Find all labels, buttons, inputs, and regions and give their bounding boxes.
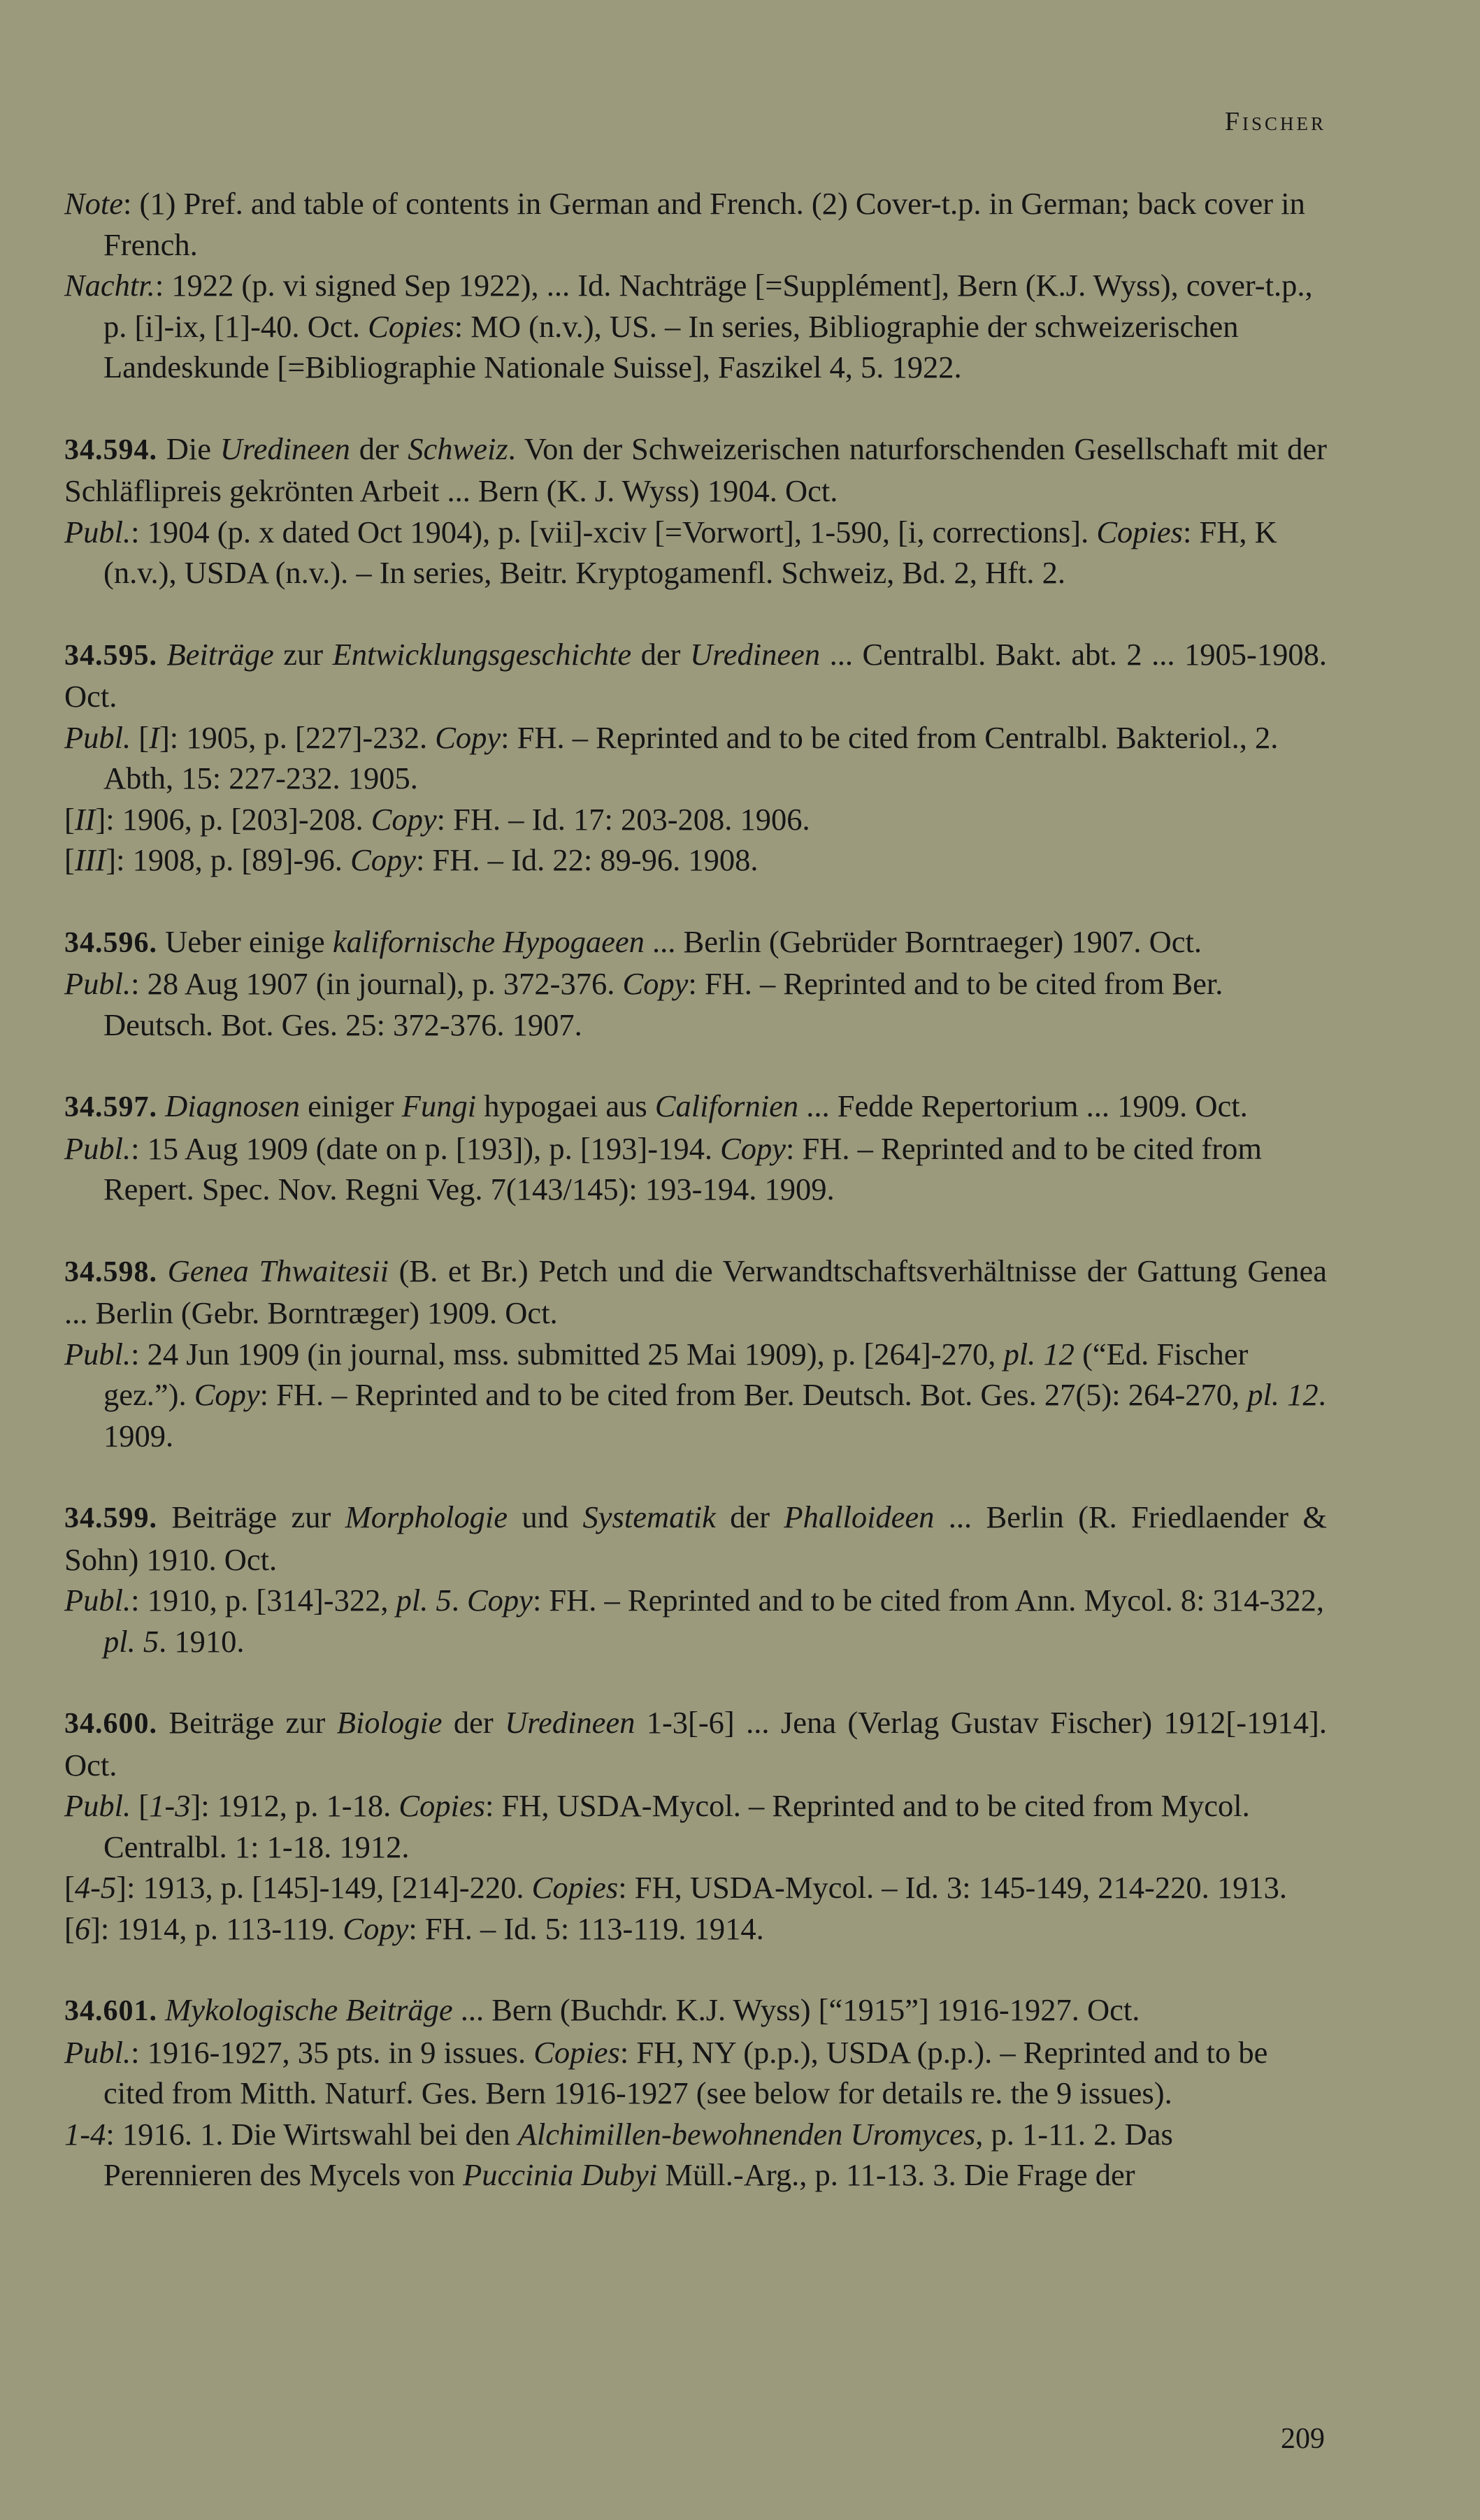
title-italic: Beiträge bbox=[157, 636, 274, 672]
title-text: zur bbox=[273, 636, 333, 672]
title-text: . Von der Schweizerischen naturforschenden Gesellschaft mit der Schläflipreis gekrönten Arbeit ... Bern (K. J. Wyss) 1904. Oct. bbox=[64, 431, 1327, 508]
part-paragraph bbox=[64, 799, 1327, 840]
note-paragraph bbox=[64, 183, 1327, 265]
plate-ref: pl. 12 bbox=[1247, 1377, 1319, 1412]
part-text: Müll.-Arg., p. 11-13. 3. Die Frage der bbox=[657, 2157, 1135, 2192]
title-text: der bbox=[631, 636, 690, 672]
title-text: ... Fedde Repertorium ... 1909. Oct. bbox=[798, 1088, 1248, 1123]
publ-label: Publ. bbox=[64, 1130, 131, 1166]
copy-text: . 1909. bbox=[103, 1377, 1326, 1453]
title-text: (B. et Br.) Petch und die Verwandtschaftsverhältnisse der Gattung Genea ... Berlin (Gebr. Borntræger) 1909. Oct. bbox=[64, 1253, 1328, 1330]
intro-notes bbox=[64, 183, 1327, 388]
title-italic: Mykologische Beiträge bbox=[157, 1992, 453, 2027]
entry-34-600 bbox=[64, 1702, 1327, 1949]
publ-label: Publ. bbox=[64, 1583, 131, 1618]
entry-title bbox=[64, 1251, 1327, 1334]
publ-label: Publ. bbox=[64, 2034, 131, 2070]
publ-paragraph bbox=[64, 2032, 1327, 2114]
part-number: II bbox=[74, 801, 96, 837]
entry-34-599 bbox=[64, 1497, 1327, 1662]
copies-text: : FH, NY (p.p.), USDA (p.p.). – Reprinted and to be cited from Mitth. Naturf. Ges. Bern 1916-1927 (see below for details re. the 9 issues). bbox=[103, 2034, 1268, 2110]
publ-text: ]: 1912, p. 1-18. bbox=[190, 1788, 399, 1823]
part-number: 1-3 bbox=[149, 1788, 191, 1823]
part-bracket: [ bbox=[131, 1788, 150, 1823]
publ-label: Publ. bbox=[64, 719, 131, 755]
copy-text: : FH. – Id. 17: 203-208. 1906. bbox=[436, 801, 810, 837]
title-text: der bbox=[350, 431, 408, 466]
title-text: der bbox=[715, 1499, 784, 1534]
part-bracket: [ bbox=[64, 842, 75, 877]
entry-title bbox=[64, 1086, 1327, 1128]
entry-34-594 bbox=[64, 429, 1327, 593]
publ-paragraph bbox=[64, 717, 1327, 799]
entry-title bbox=[64, 429, 1327, 512]
copies-label: Copies bbox=[531, 1870, 619, 1905]
title-italic: Uredineen bbox=[505, 1705, 635, 1740]
publ-label: Publ. bbox=[64, 1788, 131, 1823]
publ-paragraph bbox=[64, 1128, 1327, 1210]
publ-text: : 1904 (p. x dated Oct 1904), p. [vii]-xciv [=Vorwort], 1-590, [i, corrections]. bbox=[131, 514, 1097, 549]
title-italic: Entwicklungsgeschichte bbox=[332, 636, 632, 672]
note-text: : (1) Pref. and table of contents in German and French. (2) Cover-t.p. in German; back cover in French. bbox=[103, 186, 1305, 262]
nachtr-copies-label: Copies bbox=[368, 308, 454, 344]
title-italic: Uredineen bbox=[220, 431, 350, 466]
copy-label: Copy bbox=[194, 1377, 260, 1412]
title-italic: kalifornische Hypogaeen bbox=[332, 923, 645, 959]
entry-number: 34.595. bbox=[64, 639, 157, 672]
page-number: 209 bbox=[1281, 2423, 1325, 2455]
note-label: Note bbox=[64, 186, 124, 221]
entry-number: 34.598. bbox=[64, 1255, 157, 1288]
entry-title bbox=[64, 921, 1327, 964]
entry-title bbox=[64, 1497, 1327, 1580]
publ-text: ]: 1908, p. [89]-96. bbox=[106, 842, 351, 877]
copies-text: : FH, USDA-Mycol. – Reprinted and to be cited from Mycol. Centralbl. 1: 1-18. 1912. bbox=[103, 1788, 1250, 1864]
publ-paragraph bbox=[64, 963, 1327, 1045]
part-italic: Alchimillen-bewohnenden Uromyces bbox=[517, 2116, 976, 2152]
title-text: Die bbox=[157, 431, 220, 466]
copy-label: Copy bbox=[435, 719, 501, 755]
part-number: 1-4 bbox=[64, 2116, 106, 2152]
title-text: und bbox=[508, 1499, 583, 1534]
copy-text: : FH. – Reprinted and to be cited from Ann. Mycol. 8: 314-322, bbox=[532, 1583, 1325, 1618]
title-italic: Phalloideen bbox=[784, 1499, 935, 1534]
copy-text: : FH. – Reprinted and to be cited from Ber. Deutsch. Bot. Ges. 27(5): 264-270, bbox=[259, 1377, 1248, 1412]
entry-34-596 bbox=[64, 921, 1327, 1046]
entry-34-601 bbox=[64, 1989, 1327, 2196]
part-number: I bbox=[149, 719, 159, 755]
part-number: 4-5 bbox=[74, 1870, 117, 1905]
copy-text: : FH. – Reprinted and to be cited from Repert. Spec. Nov. Regni Veg. 7(143/145): 193-194. 1909. bbox=[103, 1130, 1262, 1207]
part-bracket: [ bbox=[131, 719, 150, 755]
publ-label: Publ. bbox=[64, 966, 131, 1001]
entry-title bbox=[64, 1989, 1327, 2032]
publ-text: ]: 1906, p. [203]-208. bbox=[95, 801, 371, 837]
part-paragraph bbox=[64, 1908, 1327, 1950]
title-italic: Fungi bbox=[401, 1088, 477, 1123]
entry-number: 34.600. bbox=[64, 1708, 157, 1740]
copies-label: Copies bbox=[398, 1788, 485, 1823]
publ-text: : 15 Aug 1909 (date on p. [193]), p. [193]-194. bbox=[131, 1130, 721, 1166]
title-text: hypogaei aus bbox=[476, 1088, 655, 1123]
entry-title bbox=[64, 1702, 1327, 1785]
entry-number: 34.601. bbox=[64, 1995, 157, 2027]
part-paragraph bbox=[64, 2114, 1327, 2196]
title-italic: Morphologie bbox=[345, 1499, 508, 1534]
part-bracket: [ bbox=[64, 1870, 75, 1905]
copy-label: Copy bbox=[343, 1910, 409, 1946]
copies-label: Copies bbox=[1096, 514, 1183, 549]
title-text: 1-3[-6] ... Jena (Verlag Gustav Fischer) 1912[-1914]. Oct. bbox=[64, 1705, 1327, 1783]
part-italic: Puccinia Dubyi bbox=[463, 2157, 658, 2192]
nachtr-text: : 1922 (p. vi signed Sep 1922), ... Id. Nachträge [=Supplément], Bern (K.J. Wyss), cover-t.p., p. [i]-ix, [1]-40. Oct. bbox=[103, 268, 1313, 344]
copy-label: Copy bbox=[467, 1583, 533, 1618]
copy-text: : FH. – Id. 22: 89-96. 1908. bbox=[416, 842, 759, 877]
publ-label: Publ. bbox=[64, 514, 131, 549]
publ-paragraph bbox=[64, 1580, 1327, 1662]
nachtr-copies-text: : MO (n.v.), US. – In series, Bibliographie der schweizerischen Landeskunde [=Bibliographie Nationale Suisse], Faszikel 4, 5. 1922. bbox=[103, 308, 1239, 384]
nachtr-paragraph bbox=[64, 265, 1327, 388]
title-text: ... Centralbl. Bakt. abt. 2 ... 1905-1908. Oct. bbox=[64, 636, 1327, 714]
entry-number: 34.597. bbox=[64, 1091, 157, 1123]
publ-paragraph bbox=[64, 512, 1327, 593]
entry-34-598 bbox=[64, 1251, 1327, 1457]
plate-ref: pl. 5 bbox=[396, 1583, 452, 1618]
title-italic: Diagnosen bbox=[157, 1088, 300, 1123]
entry-number: 34.594. bbox=[64, 433, 157, 466]
publ-text: . bbox=[451, 1583, 467, 1618]
copy-label: Copy bbox=[371, 801, 437, 837]
copies-label: Copies bbox=[533, 2034, 620, 2070]
part-number: 6 bbox=[74, 1910, 91, 1946]
copy-text: : FH. – Reprinted and to be cited from Centralbl. Bakteriol., 2. Abth, 15: 227-232. 1905. bbox=[103, 719, 1279, 795]
publ-text: (“Ed. Fischer gez.”). bbox=[103, 1336, 1249, 1412]
title-text: ... Berlin (Gebrüder Borntraeger) 1907. Oct. bbox=[644, 923, 1202, 959]
title-italic: Uredineen bbox=[689, 636, 821, 672]
copy-text: . 1910. bbox=[159, 1623, 245, 1659]
plate-ref: pl. 5 bbox=[103, 1623, 159, 1659]
title-italic: Californien bbox=[654, 1088, 799, 1123]
copy-label: Copy bbox=[720, 1130, 786, 1166]
entry-34-597 bbox=[64, 1086, 1327, 1210]
running-head: Fischer bbox=[1224, 107, 1326, 136]
copy-text: : FH. – Reprinted and to be cited from Ber. Deutsch. Bot. Ges. 25: 372-376. 1907. bbox=[103, 966, 1223, 1042]
title-italic: Biologie bbox=[336, 1705, 443, 1740]
title-text: Beiträge zur bbox=[157, 1705, 337, 1740]
publ-paragraph bbox=[64, 1785, 1327, 1867]
publ-text: : 24 Jun 1909 (in journal, mss. submitted 25 Mai 1909), p. [264]-270, bbox=[131, 1336, 1004, 1371]
copies-text: : FH, K (n.v.), USDA (n.v.). – In series, Beitr. Kryptogamenfl. Schweiz, Bd. 2, Hft. 2. bbox=[103, 514, 1277, 590]
title-text: ... Bern (Buchdr. K.J. Wyss) [“1915”] 1916-1927. Oct. bbox=[452, 1992, 1140, 2027]
entry-title bbox=[64, 634, 1327, 717]
publ-paragraph bbox=[64, 1334, 1327, 1457]
part-paragraph bbox=[64, 840, 1327, 881]
part-paragraph bbox=[64, 1867, 1327, 1908]
title-italic: Genea Thwaitesii bbox=[157, 1253, 389, 1288]
title-italic: Schweiz bbox=[408, 431, 508, 466]
page-body bbox=[64, 183, 1327, 2196]
publ-text: ]: 1905, p. [227]-232. bbox=[159, 719, 436, 755]
copy-text: : FH. – Id. 5: 113-119. 1914. bbox=[408, 1910, 764, 1946]
title-text: einiger bbox=[299, 1088, 402, 1123]
part-number: III bbox=[74, 842, 106, 877]
entry-number: 34.596. bbox=[64, 926, 157, 959]
entry-number: 34.599. bbox=[64, 1502, 157, 1534]
publ-text: : 1916-1927, 35 pts. in 9 issues. bbox=[131, 2034, 534, 2070]
title-italic: Systematik bbox=[582, 1499, 716, 1534]
part-bracket: [ bbox=[64, 1910, 75, 1946]
plate-ref: pl. 12 bbox=[1003, 1336, 1075, 1371]
title-text: der bbox=[442, 1705, 505, 1740]
copy-label: Copy bbox=[622, 966, 689, 1001]
title-text: Ueber einige bbox=[157, 923, 333, 959]
publ-text: : 28 Aug 1907 (in journal), p. 372-376. bbox=[131, 966, 623, 1001]
publ-label: Publ. bbox=[64, 1336, 131, 1371]
nachtr-label: Nachtr. bbox=[64, 268, 155, 303]
title-text: Beiträge zur bbox=[157, 1499, 345, 1534]
publ-text: ]: 1913, p. [145]-149, [214]-220. bbox=[116, 1870, 532, 1905]
publ-text: : 1910, p. [314]-322, bbox=[131, 1583, 396, 1618]
copy-label: Copy bbox=[350, 842, 416, 877]
part-text: , p. 1-11. 2. Das Perennieren des Mycels von bbox=[103, 2116, 1173, 2192]
copies-text: : FH, USDA-Mycol. – Id. 3: 145-149, 214-220. 1913. bbox=[618, 1870, 1287, 1905]
entry-34-595 bbox=[64, 634, 1327, 881]
part-bracket: [ bbox=[64, 801, 75, 837]
title-text: ... Berlin (R. Friedlaender & Sohn) 1910. Oct. bbox=[64, 1499, 1327, 1577]
publ-text: ]: 1914, p. 113-119. bbox=[90, 1910, 343, 1946]
part-text: : 1916. 1. Die Wirtswahl bei den bbox=[106, 2116, 518, 2152]
